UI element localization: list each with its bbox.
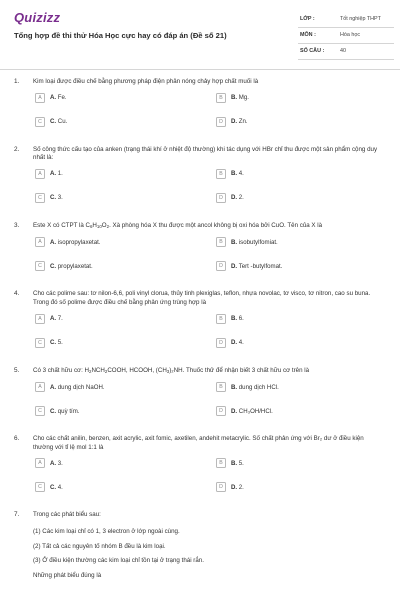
option-text: quỳ tím. — [57, 407, 80, 415]
question-number: 5. — [14, 366, 20, 374]
option-badge: D — [216, 338, 226, 348]
option-text: dung dịch HCl. — [238, 383, 279, 391]
question-text: Kim loại được điều chế bằng phương pháp điện phân nóng chảy hợp chất muối là — [33, 78, 259, 85]
option-text: isobutylfomiat. — [238, 238, 278, 246]
option-badge: C — [35, 261, 45, 271]
option-badge: A — [35, 458, 45, 468]
option-text: 7. — [57, 315, 63, 323]
header-divider — [0, 69, 400, 70]
option-text: 2. — [238, 194, 244, 202]
options — [33, 87, 385, 135]
option-badge: B — [216, 458, 226, 468]
option-label: C. — [50, 262, 57, 270]
options — [33, 452, 385, 500]
option-c[interactable] — [35, 406, 213, 418]
option-label: B. — [231, 383, 238, 391]
meta-value: Hóa học — [340, 32, 361, 38]
option-badge: D — [216, 406, 226, 416]
meta-key: MÔN : — [300, 32, 316, 38]
option-badge: A — [35, 314, 45, 324]
option-label: B. — [231, 170, 238, 178]
options — [33, 308, 385, 356]
option-a[interactable] — [35, 314, 213, 326]
option-d[interactable] — [216, 482, 384, 494]
option-c[interactable] — [35, 261, 213, 273]
option-b[interactable] — [216, 458, 384, 470]
option-badge: A — [35, 237, 45, 247]
question-number: 2. — [14, 145, 20, 153]
option-b[interactable] — [216, 382, 384, 394]
option-label: C. — [50, 194, 57, 202]
question-text: Cho các chất anilin, benzen, axit acrylic, axit fomic, axetilen, andehit metacrylic. Số chất phản ứng với Br₂ dư ở điều kiện thường với tỉ lệ mol 1:1 là — [33, 435, 364, 451]
option-label: D. — [231, 483, 238, 491]
option-label: A. — [50, 94, 57, 102]
option-text: 5. — [57, 339, 63, 347]
option-label: B. — [231, 315, 238, 323]
option-text: dung dịch NaOH. — [57, 383, 105, 391]
option-text: Zn. — [238, 118, 248, 126]
option-b[interactable] — [216, 169, 384, 181]
option-label: D. — [231, 339, 238, 347]
option-text: 6. — [238, 315, 244, 323]
option-label: A. — [50, 383, 57, 391]
option-b[interactable] — [216, 314, 384, 326]
meta-row-class — [298, 12, 394, 28]
option-text: 1. — [57, 170, 63, 178]
question-text: Trong các phát biểu sau: — [33, 511, 101, 519]
question — [0, 290, 400, 355]
option-text: 4. — [238, 339, 244, 347]
question — [0, 367, 400, 425]
question-text: Este X có CTPT là $C_6H_{10}O_2$. Xà phòng hóa X thu được một ancol không bị oxi hóa bởi CuO. Tên của X là — [33, 221, 323, 229]
options — [33, 231, 385, 279]
question-number: 4. — [14, 290, 20, 298]
meta-table — [298, 12, 394, 60]
option-label: C. — [50, 483, 57, 491]
question — [0, 511, 400, 580]
option-d[interactable] — [216, 193, 384, 205]
option-label: B. — [231, 238, 238, 246]
option-a[interactable] — [35, 169, 213, 181]
option-badge: C — [35, 117, 45, 127]
option-badge: A — [35, 93, 45, 103]
option-label: B. — [231, 94, 238, 102]
option-badge: C — [35, 193, 45, 203]
option-label: D. — [231, 407, 238, 415]
option-text: isopropylaxetat. — [57, 238, 101, 246]
question-number: 7. — [14, 511, 20, 519]
option-badge: B — [216, 93, 226, 103]
option-badge: D — [216, 117, 226, 127]
option-text: 2. — [238, 483, 244, 491]
document-title: Tổng hợp đề thi thử Hóa Học cực hay có đáp án (Đề số 21) — [14, 31, 227, 40]
meta-value: 40 — [340, 48, 346, 54]
option-c[interactable] — [35, 117, 213, 129]
option-label: A. — [50, 238, 57, 246]
option-text: Fe. — [57, 94, 67, 102]
meta-row-subject — [298, 28, 394, 44]
option-label: D. — [231, 194, 238, 202]
option-text: 3. — [57, 459, 63, 467]
option-badge: B — [216, 382, 226, 392]
question-number: 6. — [14, 435, 20, 443]
question — [0, 222, 400, 280]
question-text: Có 3 chất hữu cơ: $H_2NCH_2COOH$, HCOOH, $(CH_3)_2NH$. Thuốc thử để nhận biết 3 chất hữu cơ trên là — [33, 366, 310, 374]
option-text: 4. — [57, 483, 63, 491]
question-number: 3. — [14, 221, 20, 229]
question — [0, 146, 400, 211]
option-text: CH₃OH/HCl. — [238, 407, 273, 415]
option-c[interactable] — [35, 193, 213, 205]
option-text: 5. — [238, 459, 244, 467]
option-text: Cu. — [57, 118, 68, 126]
option-d[interactable] — [216, 406, 384, 418]
option-badge: B — [216, 314, 226, 324]
question-text: Số công thức cấu tạo của anken (trạng thái khí ở nhiệt độ thường) khi tác dụng với HBr chỉ thu được một sản phẩm cộng duy nhất là: — [33, 145, 378, 162]
question-list — [0, 78, 400, 580]
question — [0, 78, 400, 135]
statement: (2) Tất cả các nguyên tố nhóm B đều là kim loại. — [33, 542, 166, 550]
meta-value: Tốt nghiệp THPT — [340, 16, 381, 22]
option-a[interactable] — [35, 458, 213, 470]
option-text: 4. — [238, 170, 244, 178]
option-text: propylaxetat. — [57, 262, 93, 270]
page-header — [0, 0, 400, 68]
option-d[interactable] — [216, 117, 384, 129]
option-label: D. — [231, 262, 238, 270]
option-badge: C — [35, 338, 45, 348]
question — [0, 435, 400, 500]
option-badge: C — [35, 482, 45, 492]
statement: (3) Ở điều kiện thường các kim loại chỉ tồn tại ở trạng thái rắn. — [33, 557, 204, 565]
option-a[interactable] — [35, 382, 213, 394]
option-a[interactable] — [35, 237, 213, 249]
option-badge: D — [216, 261, 226, 271]
statement: Những phát biểu đúng là — [33, 571, 102, 579]
option-text: Mg. — [238, 94, 249, 102]
meta-key: SỐ CÂU : — [300, 48, 325, 54]
meta-row-count — [298, 44, 394, 60]
option-badge: D — [216, 482, 226, 492]
option-b[interactable] — [216, 93, 384, 105]
option-d[interactable] — [216, 338, 384, 350]
option-badge: A — [35, 382, 45, 392]
option-d[interactable] — [216, 261, 384, 273]
options — [33, 163, 385, 211]
option-label: C. — [50, 118, 57, 126]
option-label: D. — [231, 118, 238, 126]
option-c[interactable] — [35, 338, 213, 350]
option-badge: A — [35, 169, 45, 179]
option-text: 3. — [57, 194, 63, 202]
option-badge: C — [35, 406, 45, 416]
option-text: Tert -butylfomat. — [238, 262, 283, 270]
meta-key: LỚP : — [300, 16, 315, 22]
option-label: C. — [50, 407, 57, 415]
option-label: B. — [231, 459, 238, 467]
question-number: 1. — [14, 78, 20, 85]
option-label: A. — [50, 459, 57, 467]
option-badge: B — [216, 169, 226, 179]
option-label: C. — [50, 339, 57, 347]
statement: (1) Các kim loại chỉ có 1, 3 electron ở lớp ngoài cùng. — [33, 527, 180, 535]
question-text: Cho các polime sau: tơ nilon-6,6, poli vinyl clorua, thủy tinh plexiglas, teflon, nhựa novolac, tơ visco, tơ nitron, cao su buna. Trong đó số polime được điều chế bằng phản ứng trùng hợp là — [33, 290, 371, 306]
option-badge: D — [216, 193, 226, 203]
quizizz-logo: Quizizz — [14, 10, 61, 25]
option-c[interactable] — [35, 482, 213, 494]
options — [33, 376, 385, 424]
option-a[interactable] — [35, 93, 213, 105]
option-b[interactable] — [216, 237, 384, 249]
option-label: A. — [50, 170, 57, 178]
option-badge: B — [216, 237, 226, 247]
option-label: A. — [50, 315, 57, 323]
